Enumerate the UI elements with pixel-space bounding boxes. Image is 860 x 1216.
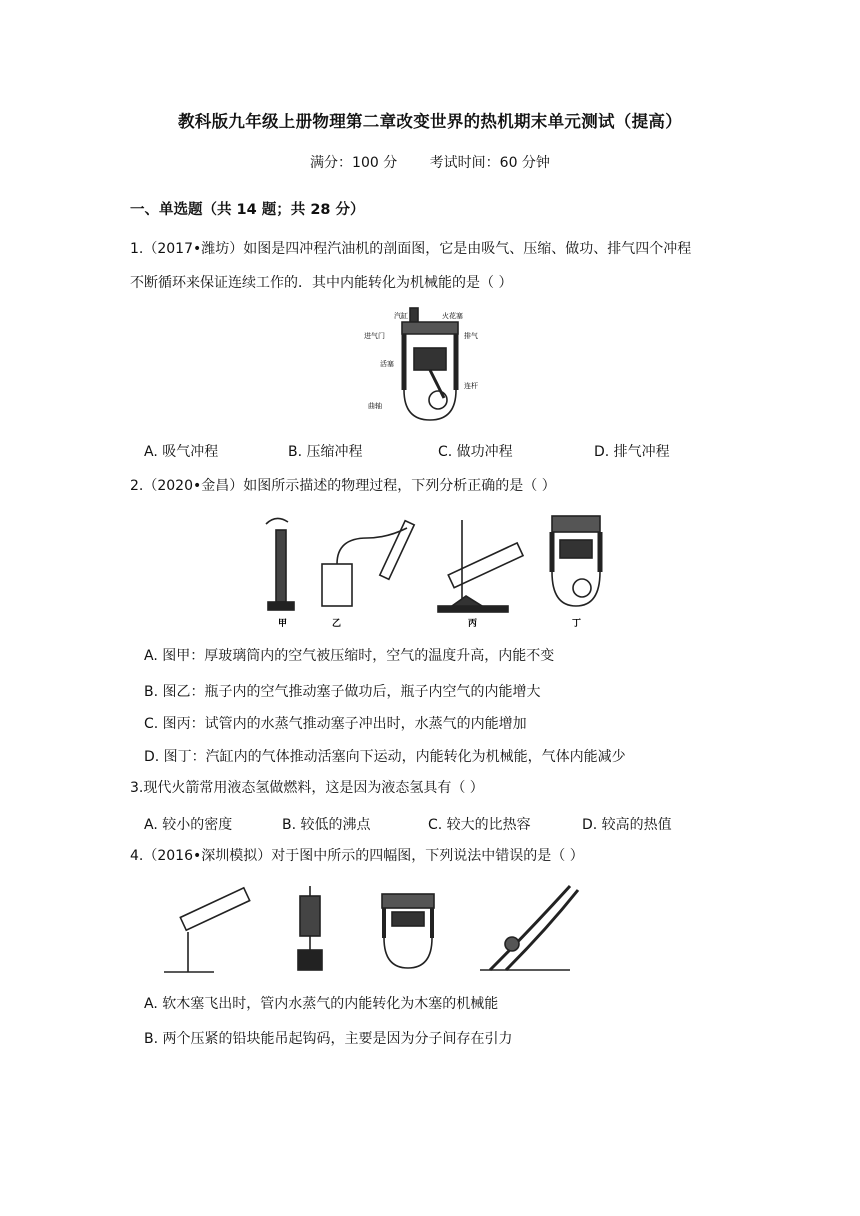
section-heading: 一、单选题（共 14 题；共 28 分）	[130, 202, 365, 218]
question-3-options	[144, 814, 764, 836]
question-3-stem: 3.现代火箭常用液态氢做燃料，这是因为液态氢具有（ ）	[130, 780, 484, 796]
label-intake: 进气门	[364, 332, 385, 340]
question-1-options	[144, 441, 764, 463]
page-title: 教科版九年级上册物理第二章改变世界的热机期末单元测试（提高）	[178, 112, 682, 131]
question-1-line1: 1.（2017•潍坊）如图是四冲程汽油机的剖面图，它是由吸气、压缩、做功、排气四个冲程	[130, 241, 692, 257]
label-yi: 乙	[332, 619, 342, 629]
q4-four-figures	[160, 882, 580, 980]
q4-option-b[interactable]: B. 两个压紧的铅块能吊起钩码，主要是因为分子间存在引力	[144, 1031, 513, 1047]
full-score: 满分：100 分	[310, 155, 398, 171]
q4-option-a[interactable]: A. 软木塞飞出时，管内水蒸气的内能转化为木塞的机械能	[144, 996, 499, 1012]
q2-option-c[interactable]: C. 图丙：试管内的水蒸气推动塞子冲出时，水蒸气的内能增加	[144, 716, 527, 732]
q1-option-a[interactable]: A. 吸气冲程	[144, 444, 219, 460]
label-exhaust: 排气	[464, 332, 478, 340]
label-crank: 曲轴	[368, 402, 382, 410]
question-1-stem	[130, 232, 750, 300]
q1-option-d[interactable]: D. 排气冲程	[594, 444, 670, 460]
label-piston: 活塞	[380, 360, 394, 368]
label-jia: 甲	[278, 619, 288, 629]
question-2-stem: 2.（2020•金昌）如图所示描述的物理过程，下列分析正确的是（ ）	[130, 478, 556, 494]
q2-option-b[interactable]: B. 图乙：瓶子内的空气推动塞子做功后，瓶子内空气的内能增大	[144, 684, 541, 700]
q3-option-a[interactable]: A. 较小的密度	[144, 817, 233, 833]
label-ding: 丁	[572, 619, 582, 629]
label-rod: 连杆	[464, 382, 478, 390]
label-cylinder: 汽缸	[394, 312, 408, 320]
q2-option-a[interactable]: A. 图甲：厚玻璃筒内的空气被压缩时，空气的温度升高，内能不变	[144, 648, 555, 664]
q3-option-b[interactable]: B. 较低的沸点	[282, 817, 371, 833]
q3-option-c[interactable]: C. 较大的比热容	[428, 817, 531, 833]
q3-option-d[interactable]: D. 较高的热值	[582, 817, 672, 833]
exam-time: 考试时间：60 分钟	[429, 155, 550, 171]
q2-four-figures	[252, 510, 612, 630]
q2-option-d[interactable]: D. 图丁：汽缸内的气体推动活塞向下运动，内能转化为机械能，气体内能减少	[144, 749, 626, 765]
exam-meta	[0, 152, 860, 172]
question-4-stem: 4.（2016•深圳模拟）对于图中所示的四幅图，下列说法中错误的是（ ）	[130, 848, 584, 864]
q1-option-c[interactable]: C. 做功冲程	[438, 444, 513, 460]
question-1-line2: 不断循环来保证连续工作的．其中内能转化为机械能的是（ ）	[130, 275, 513, 291]
label-spark-plug: 火花塞	[442, 312, 463, 320]
q1-option-b[interactable]: B. 压缩冲程	[288, 444, 363, 460]
q1-engine-figure	[364, 306, 494, 424]
label-bing: 丙	[468, 619, 478, 629]
